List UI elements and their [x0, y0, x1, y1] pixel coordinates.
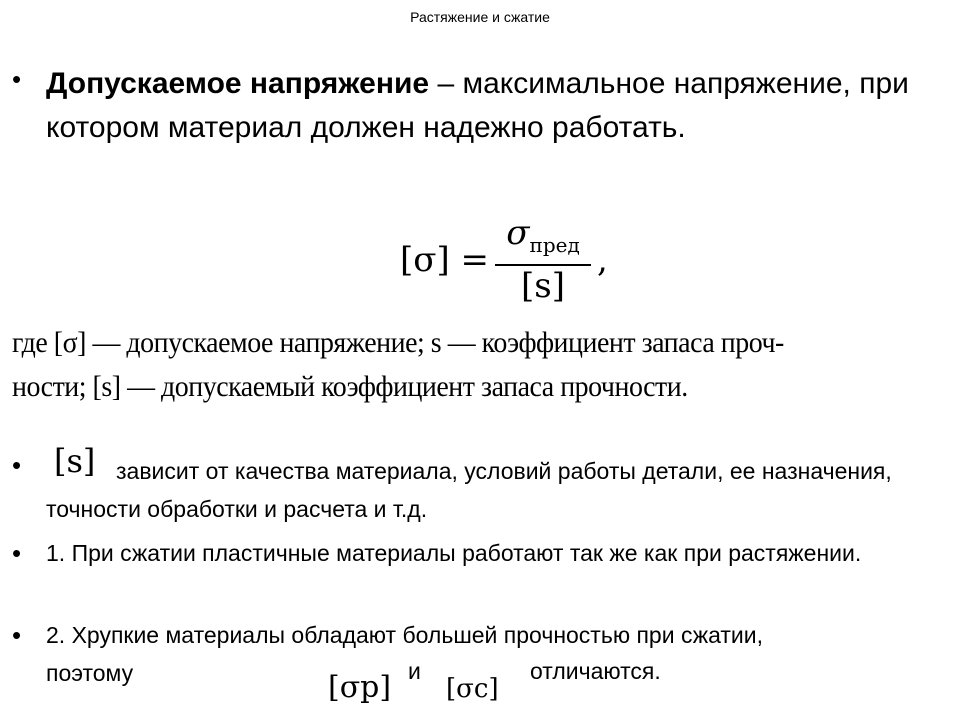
- safety-factor-symbol: [s]: [54, 442, 96, 480]
- bullet-icon: •: [12, 538, 22, 568]
- formula-numerator: $\sigma_{пред}$: [506, 213, 580, 257]
- note-line-1: где [σ] — допускаемое напряжение; s — коэффициент запаса проч-: [12, 326, 784, 359]
- definition-term: Допускаемое напряжение: [46, 67, 430, 100]
- formula-fraction: [495, 214, 591, 306]
- note-line-2: ности; [s] — допускаемый коэффициент запаса прочности.: [12, 370, 688, 403]
- bullet-3-text: 2. Хрупкие материалы обладают большей прочностью при сжатии, поэтому: [46, 622, 763, 686]
- bullet-icon: •: [12, 620, 22, 650]
- bullet-icon: •: [12, 450, 22, 480]
- slide-header: Растяжение и сжатие: [410, 9, 550, 25]
- definition-text: – максимальное напряжение, при котором материал должен надежно работать.: [46, 67, 909, 144]
- definition-paragraph: [46, 62, 926, 150]
- formula-denominator: [s]: [521, 265, 566, 306]
- allowable-stress-formula: [400, 214, 608, 306]
- compressive-stress-symbol: [σс]: [446, 674, 499, 704]
- bullet-2-text: 1. При сжатии пластичные материалы работают так же как при растяжении.: [46, 540, 862, 566]
- bullet-icon: •: [12, 64, 22, 94]
- bullet-3-end-text: отличаются.: [530, 658, 661, 684]
- tensile-stress-symbol: [σр]: [328, 670, 392, 705]
- formula-lhs: [σ] =: [400, 239, 490, 280]
- and-word: и: [408, 658, 421, 684]
- formula-trailing: ,: [597, 239, 608, 280]
- bullet-1-text: зависит от качества материала, условий работы детали, ее назначения, точности обработки и расчета и т.д.: [46, 458, 892, 522]
